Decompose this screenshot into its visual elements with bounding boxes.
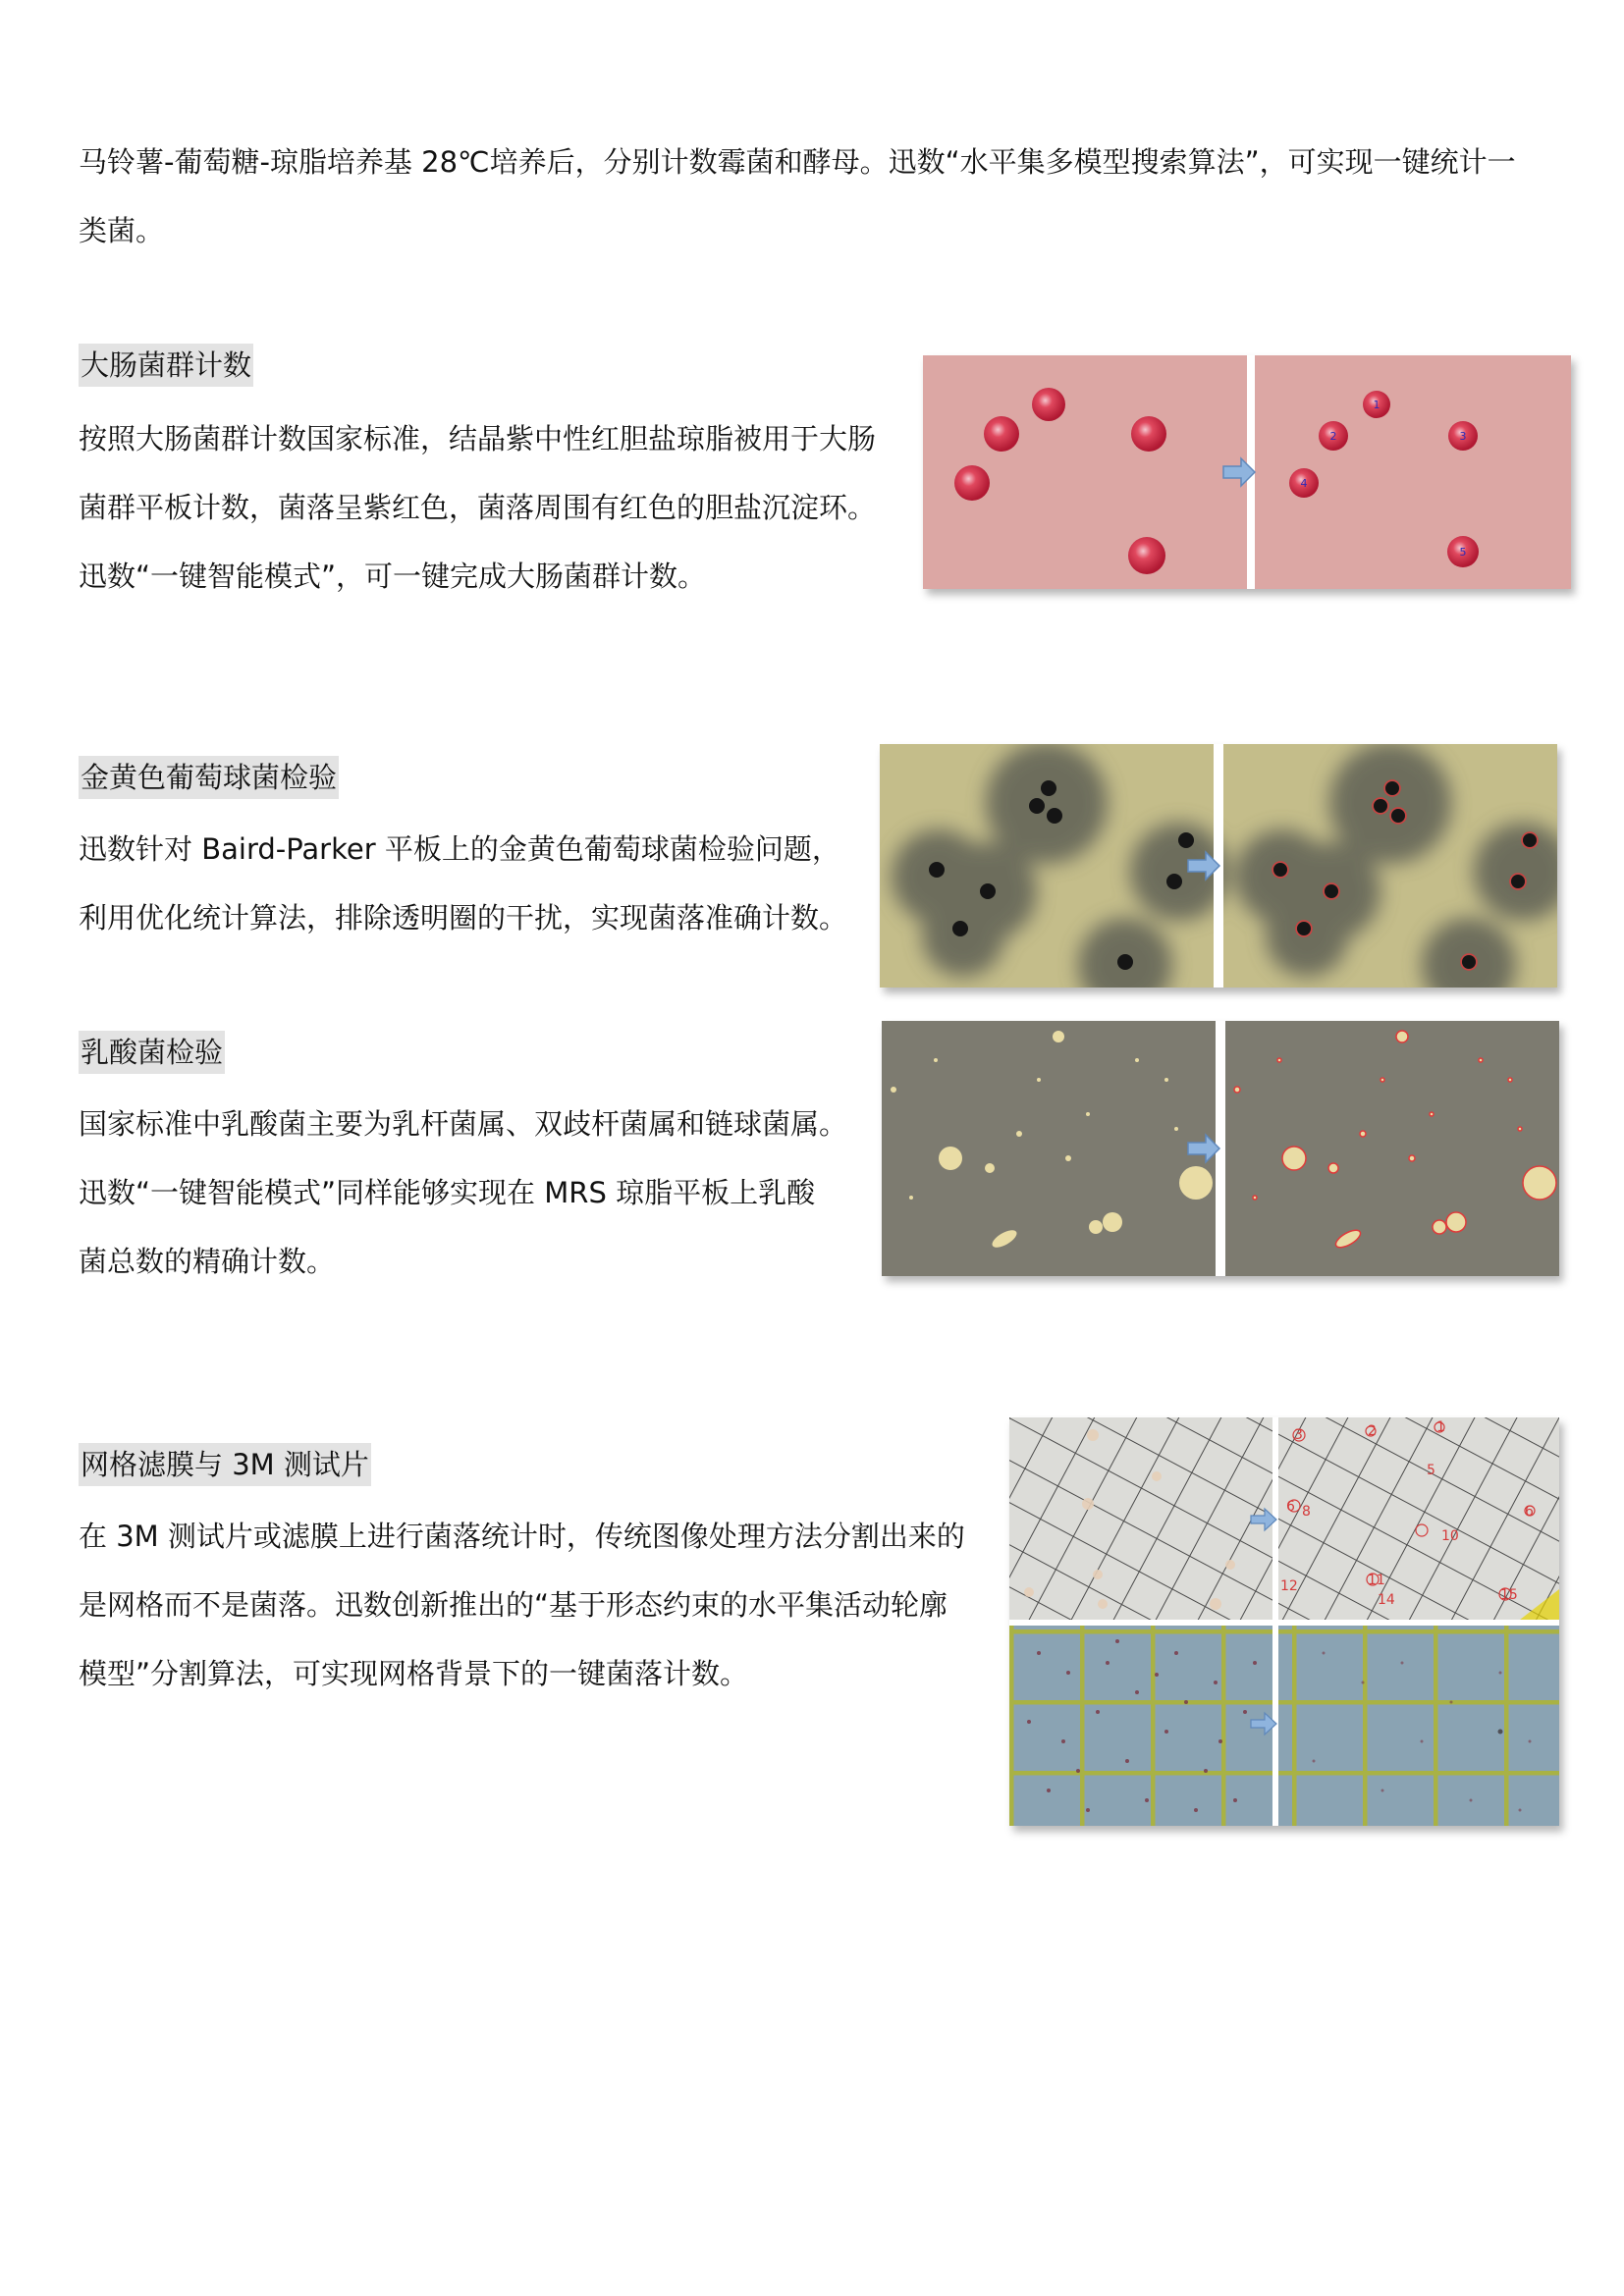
lactic-line-1: 国家标准中乳酸菌主要为乳杆菌属、双歧杆菌属和链球菌属。 [79, 1107, 848, 1141]
grid-label-8: 6 [1525, 1504, 1534, 1520]
grid-line-2: 是网格而不是菌落。迅数创新推出的“基于形态约束的水平集活动轮廓 [79, 1588, 948, 1622]
grid-label-5: 6 [1286, 1499, 1295, 1515]
grid-label-12: 15 [1500, 1587, 1518, 1603]
section-heading-grid: 网格滤膜与 3M 测试片 [79, 1443, 371, 1486]
coliform-label-4: 4 [1300, 477, 1308, 490]
grid-figure [1009, 1417, 1559, 1826]
lactic-line-3: 菌总数的精确计数。 [79, 1245, 336, 1278]
intro-line-1: 马铃薯-葡萄糖-琼脂培养基 28℃培养后，分别计数霉菌和酵母。迅数“水平集多模型搜索算法”，可实现一键统计一 [79, 145, 1516, 179]
coliform-line-3: 迅数“一键智能模式”，可一键完成大肠菌群计数。 [79, 560, 707, 593]
staph-line-2: 利用优化统计算法，排除透明圈的干扰，实现菌落准确计数。 [79, 901, 848, 934]
coliform-line-2: 菌群平板计数，菌落呈紫红色，菌落周围有红色的胆盐沉淀环。 [79, 491, 877, 524]
section-heading-staph: 金黄色葡萄球菌检验 [79, 756, 339, 799]
grid-label-11: 14 [1378, 1592, 1395, 1608]
intro-line-2: 类菌。 [79, 214, 165, 247]
grid-label-9: 12 [1280, 1578, 1298, 1594]
coliform-label-3: 3 [1459, 430, 1467, 443]
coliform-line-1: 按照大肠菌群计数国家标准，结晶紫中性红胆盐琼脂被用于大肠 [79, 422, 877, 455]
section-heading-coliform: 大肠菌群计数 [79, 344, 253, 387]
grid-label-3: 1 [1436, 1419, 1445, 1435]
grid-label-2: 2 [1368, 1423, 1377, 1439]
section-heading-lactic: 乳酸菌检验 [79, 1031, 225, 1074]
staph-line-1: 迅数针对 Baird-Parker 平板上的金黄色葡萄球菌检验问题， [79, 832, 840, 866]
grid-label-10: 11 [1368, 1573, 1385, 1588]
grid-label-7: 10 [1441, 1528, 1459, 1544]
coliform-label-1: 1 [1373, 399, 1380, 411]
grid-label-6: 8 [1302, 1504, 1311, 1520]
coliform-figure [923, 355, 1571, 589]
coliform-label-2: 2 [1329, 430, 1337, 443]
lactic-figure [882, 1021, 1559, 1276]
coliform-label-5: 5 [1459, 546, 1467, 559]
staph-figure [880, 744, 1557, 988]
lactic-line-2: 迅数“一键智能模式”同样能够实现在 MRS 琼脂平板上乳酸 [79, 1176, 816, 1209]
grid-label-1: 3 [1294, 1427, 1303, 1443]
grid-line-1: 在 3M 测试片或滤膜上进行菌落统计时，传统图像处理方法分割出来的 [79, 1520, 965, 1553]
grid-label-4: 5 [1427, 1463, 1435, 1478]
grid-line-3: 模型”分割算法，可实现网格背景下的一键菌落计数。 [79, 1657, 749, 1690]
